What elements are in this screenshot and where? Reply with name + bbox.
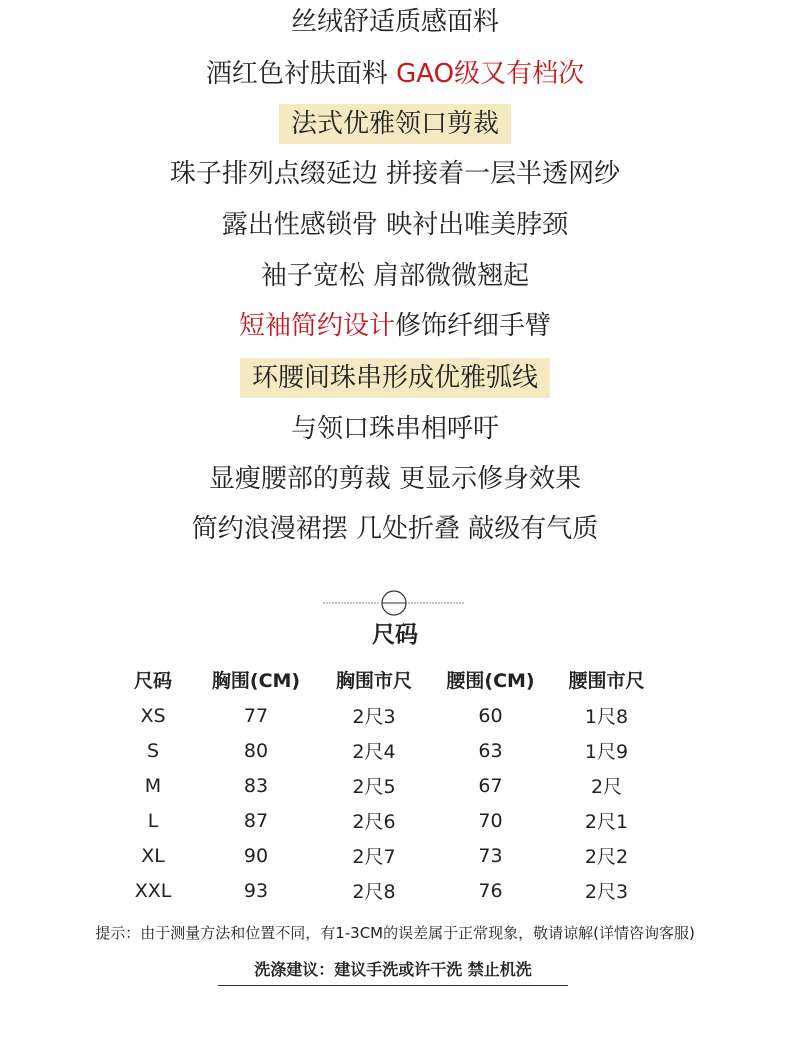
waist-cm-cell: 60 [478, 704, 503, 727]
waist-chi-cell: 2尺1 [584, 811, 629, 833]
accent-text: 短袖简约设计 [238, 311, 395, 341]
waist-cm-cell: 76 [478, 879, 503, 902]
size-table [100, 660, 674, 908]
desc-line-10: 显瘦腰部的剪裁 更显示修身效果 [208, 464, 582, 494]
bust-chi-cell: 2尺6 [352, 811, 396, 833]
measurement-tip: 提示：由于测量方法和位置不同，有1-3CM的误差属于正常现象，敬请谅解(详情咨询客服) [95, 924, 695, 942]
desc-line-6: 袖子宽松 肩部微微翘起 [260, 261, 530, 291]
waist-chi-cell: 2尺3 [584, 881, 629, 903]
desc-line-3-highlighted: 法式优雅领口剪裁 [0, 104, 790, 144]
accent-text: GAO级又有档次 [396, 59, 585, 89]
waist-chi-cell: 1尺9 [584, 741, 629, 763]
bust-cm-cell: 77 [243, 704, 269, 727]
waist-chi-cell: 2尺 [590, 776, 623, 798]
bust-cm-cell: 80 [243, 739, 269, 762]
bust-chi-cell: 2尺8 [352, 881, 396, 903]
size-section-title: 尺码 [372, 622, 418, 648]
waist-chi-cell: 1尺8 [584, 706, 629, 728]
desc-line-7: 短袖简约设计修饰纤细手臂 [238, 311, 552, 341]
desc-line-8-highlighted: 环腰间珠串形成优雅弧线 [0, 358, 790, 398]
bust-cm-cell: 93 [243, 879, 269, 902]
table-row [100, 803, 674, 838]
bust-cm-cell: 83 [243, 774, 269, 797]
table-row [100, 873, 674, 908]
wash-instructions: 洗涤建议：建议手洗或许干洗 禁止机洗 [218, 955, 568, 986]
table-row [100, 733, 674, 768]
bust-cm-cell: 90 [243, 844, 269, 867]
ornament-divider [323, 588, 465, 618]
waist-cm-cell: 67 [478, 774, 503, 797]
header-size: 尺码 [133, 669, 172, 692]
size-cell: XS [140, 704, 166, 727]
table-row [100, 768, 674, 803]
bust-cm-cell: 87 [243, 809, 269, 832]
table-row [100, 838, 674, 873]
waist-cm-cell: 63 [478, 739, 503, 762]
desc-line-11: 简约浪漫裙摆 几处折叠 敲级有气质 [191, 514, 599, 544]
desc-line-9: 与领口珠串相呼吁 [290, 414, 499, 444]
bust-chi-cell: 2尺7 [352, 846, 396, 868]
waist-cm-cell: 73 [478, 844, 503, 867]
header-waist-cm: 腰围(CM) [446, 669, 535, 692]
waist-cm-cell: 70 [478, 809, 503, 832]
desc-line-4: 珠子排列点缀延边 拼接着一层半透网纱 [169, 159, 621, 189]
size-table-header [100, 660, 674, 698]
header-bust-chi: 胸围市尺 [335, 669, 412, 692]
desc-line-5: 露出性感锁骨 映衬出唯美脖颈 [221, 210, 569, 240]
size-cell: M [144, 774, 162, 797]
bust-chi-cell: 2尺4 [352, 741, 396, 763]
waist-chi-cell: 2尺2 [584, 846, 629, 868]
bust-chi-cell: 2尺3 [352, 706, 396, 728]
size-cell: XXL [134, 879, 172, 902]
table-row [100, 698, 674, 733]
desc-line-1: 丝绒舒适质感面料 [290, 7, 499, 37]
desc-line-2: 酒红色衬肤面料 GAO级又有档次 [205, 59, 585, 89]
size-cell: L [147, 809, 159, 832]
size-cell: XL [141, 844, 165, 867]
size-cell: S [146, 739, 160, 762]
bust-chi-cell: 2尺5 [352, 776, 396, 798]
header-bust-cm: 胸围(CM) [211, 669, 301, 692]
header-waist-chi: 腰围市尺 [568, 669, 645, 692]
